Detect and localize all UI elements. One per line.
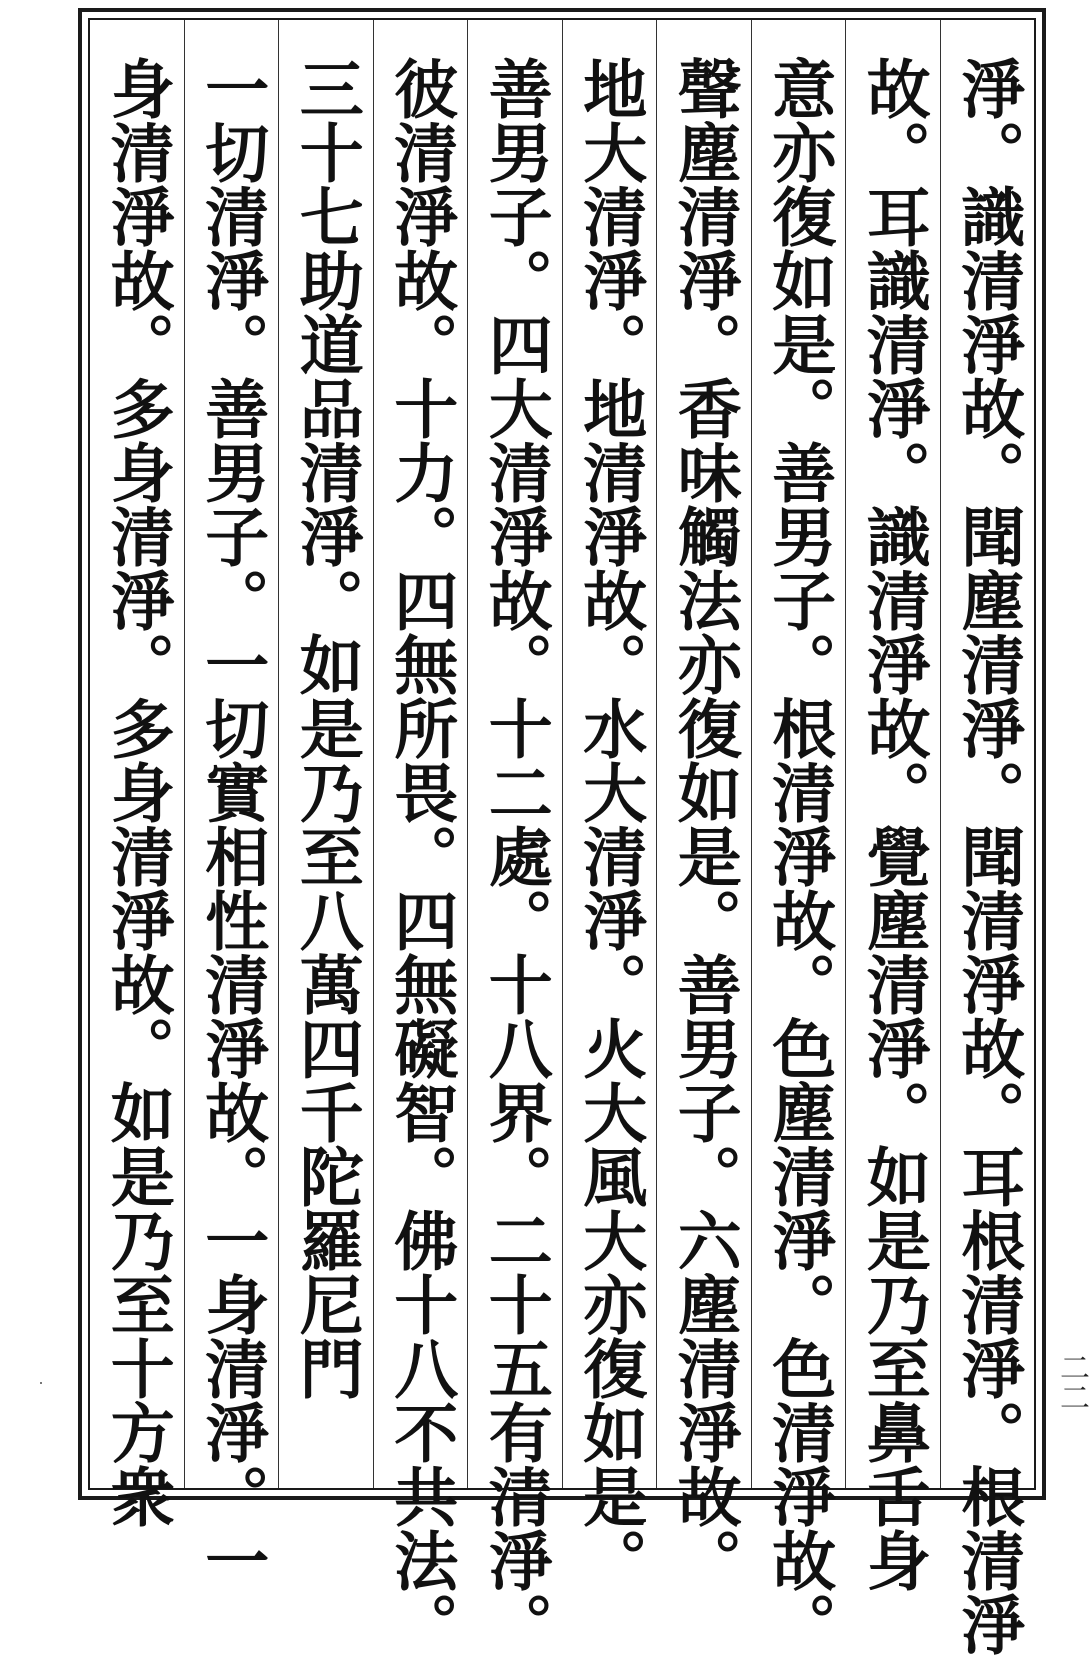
column-text: 淨。識清淨故。聞塵清淨。聞清淨故。耳根清淨。根清淨 [950, 56, 1026, 1656]
column-text: 善男子。四大清淨故。十二處。十八界。二十五有清淨。 [477, 56, 553, 1656]
column-text: 故。耳識清淨。識清淨故。覺塵清淨。如是乃至鼻舌身 [855, 56, 931, 1592]
column-text: 一切清淨。善男子。一切實相性清淨故。一身清淨。一 [194, 56, 270, 1592]
column-text: 三十七助道品清淨。如是乃至八萬四千陀羅尼門 [288, 56, 364, 1400]
column-text: 聲塵清淨。香味觸法亦復如是。善男子。六塵清淨故。 [666, 56, 742, 1592]
scan-speck [40, 1382, 42, 1384]
column-text: 意亦復如是。善男子。根清淨故。色塵清淨。色清淨故。 [761, 56, 837, 1656]
text-column-10 [90, 20, 184, 1528]
text-column-3 [751, 20, 846, 1656]
column-text: 地大清淨。地清淨故。水大清淨。火大風大亦復如是。 [572, 56, 648, 1592]
page-number: 二二 [1054, 1352, 1089, 1412]
column-text: 身清淨故。多身清淨。多身清淨故。如是乃至十方衆 [99, 56, 175, 1528]
text-column-6 [467, 20, 562, 1656]
text-column-8 [278, 20, 373, 1488]
text-column-2 [845, 20, 940, 1592]
text-column-4 [656, 20, 751, 1592]
column-text: 彼清淨故。十力。四無所畏。四無礙智。佛十八不共法。 [383, 56, 459, 1656]
text-column-7 [373, 20, 468, 1656]
text-column-grid [88, 18, 1036, 1656]
text-column-5 [562, 20, 657, 1592]
text-column-9 [184, 20, 279, 1592]
text-column-1 [940, 20, 1035, 1656]
